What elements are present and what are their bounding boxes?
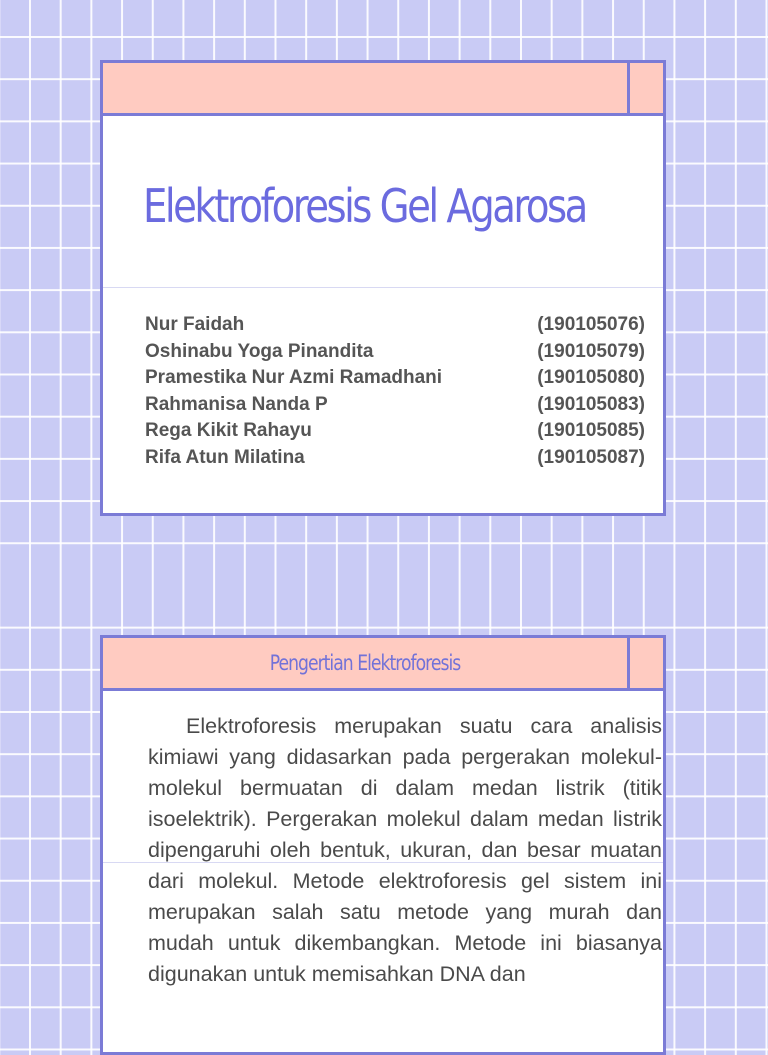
member-id: (190105087) [537,446,645,468]
member-row [145,339,645,366]
member-name: Rahmanisa Nanda P [145,393,328,415]
member-id: (190105076) [537,314,645,335]
definition-header-bar [103,638,663,691]
cover-header-bar [103,63,663,116]
member-id: (190105085) [537,420,645,441]
member-row [145,312,645,339]
cover-slide [100,60,666,516]
section-heading: Pengertian Elektroforesis [269,651,461,675]
background-grid-band [0,545,768,613]
member-row [145,445,645,472]
cover-header-label [150,63,580,113]
member-id: (190105083) [537,393,645,415]
faint-grid-line [103,287,663,288]
page-title: Elektroforesis Gel Agarosa [143,179,586,233]
member-id: (190105079) [537,340,645,362]
member-name: Nur Faidah [145,314,245,335]
header-divider [627,638,630,688]
member-row [145,392,645,419]
member-name: Rifa Atun Milatina [145,446,305,468]
definition-paragraph: Elektroforesis merupakan suatu cara analisis kimiawi yang didasarkan pada pergerakan molekul-molekul bermuatan di dalam medan listrik (titik isoelektrik). Pergerakan molekul dalam medan listrik dipengaruhi oleh bentuk, ukuran, dan besar muatan dari molekul. Metode elektroforesis gel sistem ini merupakan salah satu metode yang murah dan mudah untuk dikembangkan. Metode ini biasanya digunakan untuk memisahkan DNA dan [148,714,662,986]
member-name: Pramestika Nur Azmi Ramadhani [145,367,443,388]
member-row [145,418,645,445]
header-divider [627,63,630,113]
member-name: Oshinabu Yoga Pinandita [145,340,374,362]
member-row [145,365,645,392]
member-id: (190105080) [537,367,645,388]
member-list [145,312,645,471]
definition-slide [100,635,666,1055]
member-name: Rega Kikit Rahayu [145,420,312,441]
